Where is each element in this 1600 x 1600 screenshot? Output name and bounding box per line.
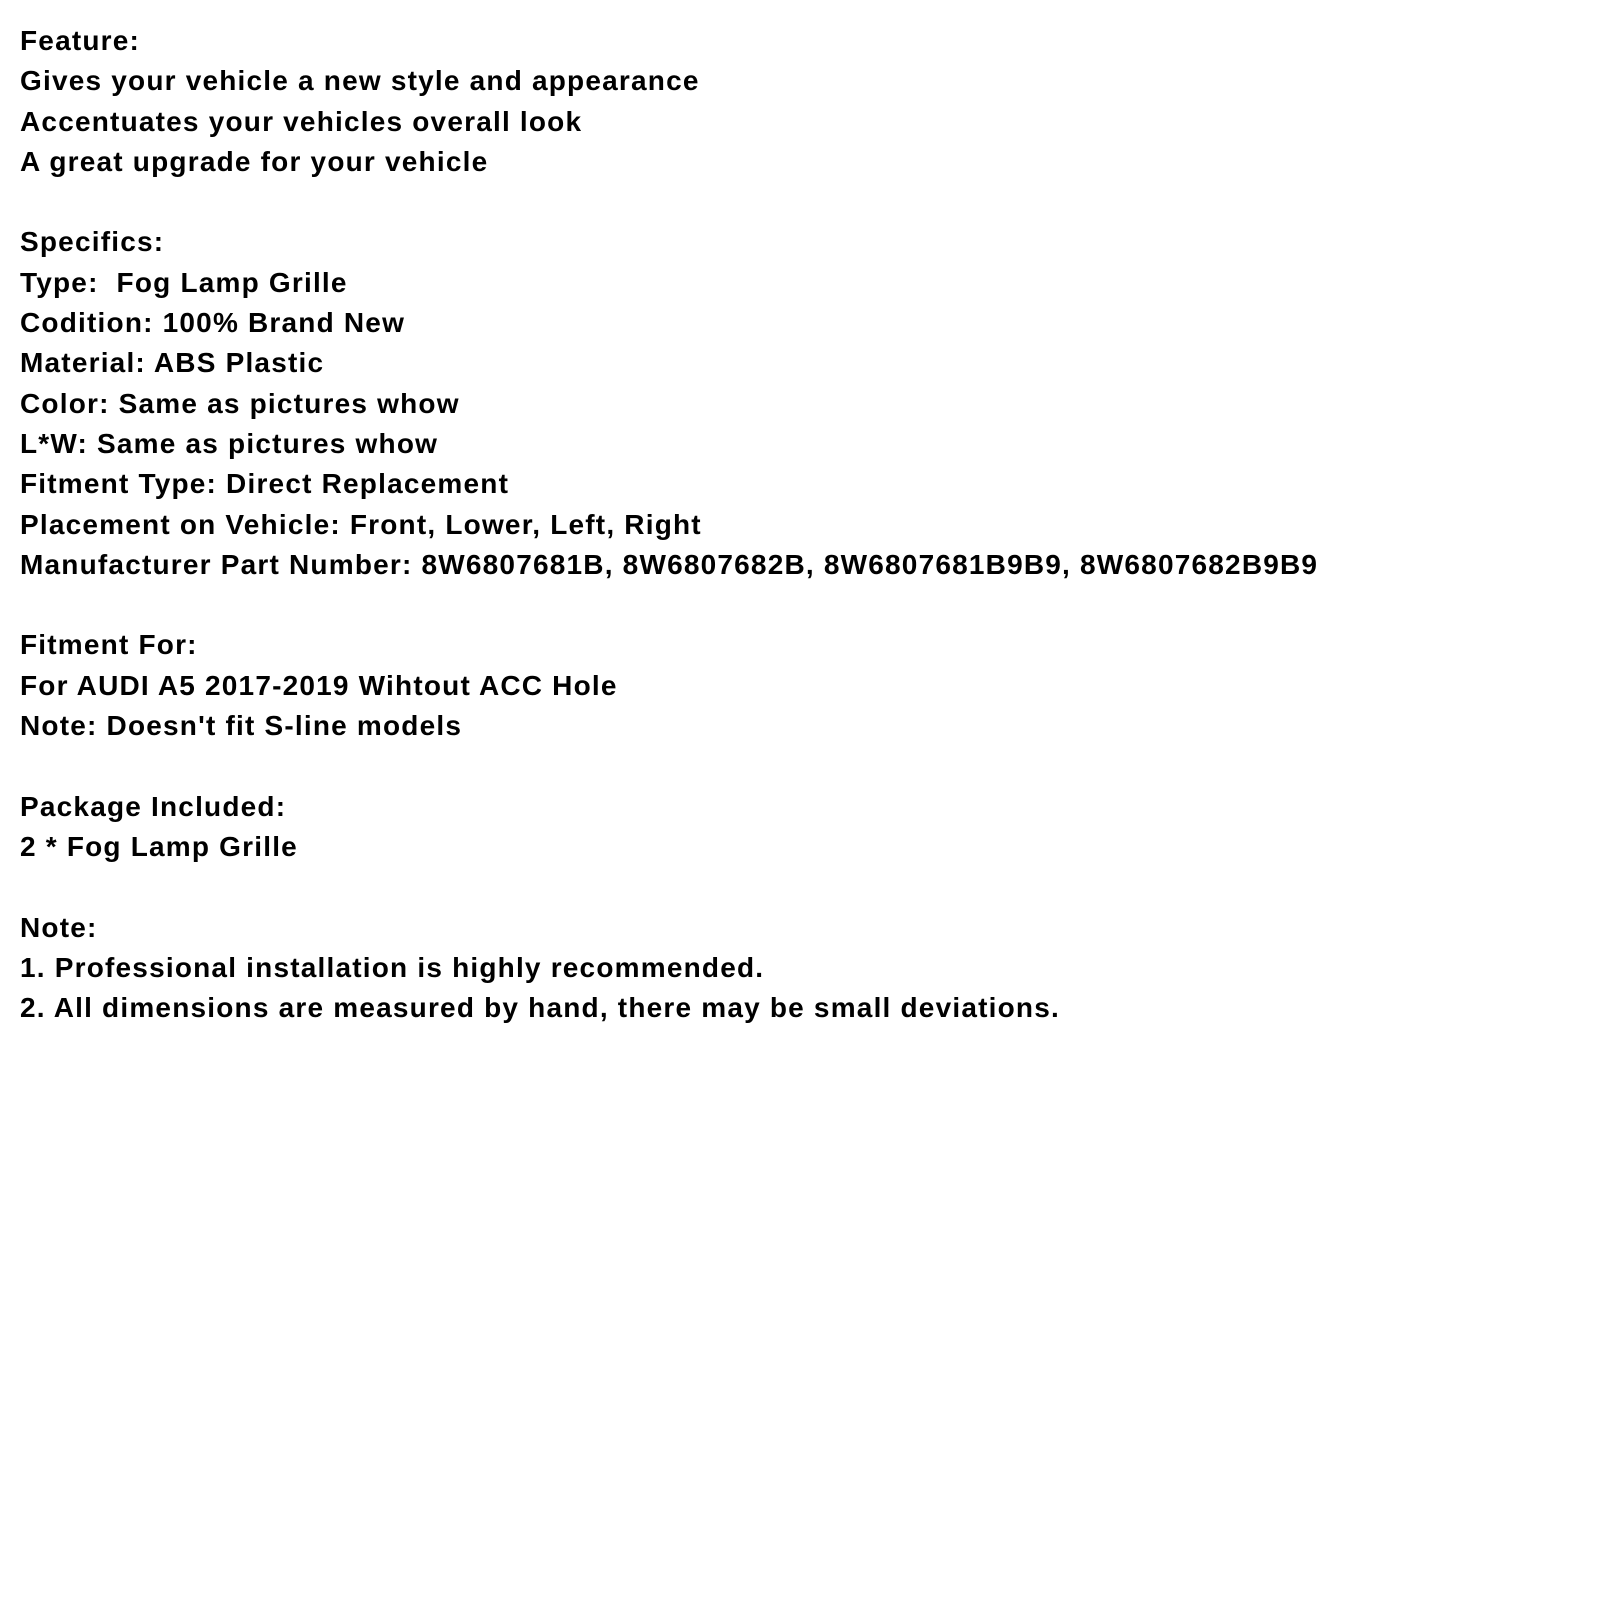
spec-placement: Placement on Vehicle: Front, Lower, Left, Right — [20, 508, 702, 540]
specifics-section — [20, 222, 1580, 585]
fitment-vehicle: For AUDI A5 2017-2019 Wihtout ACC Hole — [20, 669, 618, 701]
spec-material: Material: ABS Plastic — [20, 347, 325, 379]
note-section — [20, 908, 1580, 1029]
spec-condition: Codition: 100% Brand New — [20, 307, 406, 339]
package-section — [20, 787, 1580, 868]
note-heading: Note: — [20, 911, 98, 943]
spec-color: Color: Same as pictures whow — [20, 387, 460, 419]
feature-item: A great upgrade for your vehicle — [20, 145, 489, 177]
spec-part-number: Manufacturer Part Number: 8W6807681B, 8W6807682B, 8W6807681B9B9, 8W6807682B9B9 — [20, 548, 1319, 580]
spec-dimensions: L*W: Same as pictures whow — [20, 427, 439, 459]
feature-item: Gives your vehicle a new style and appearance — [20, 65, 700, 97]
package-heading: Package Included: — [20, 790, 287, 822]
spec-type: Type: Fog Lamp Grille — [20, 266, 348, 298]
note-item: 2. All dimensions are measured by hand, there may be small deviations. — [20, 992, 1060, 1024]
fitment-note: Note: Doesn't fit S-line models — [20, 710, 463, 742]
note-item: 1. Professional installation is highly recommended. — [20, 951, 765, 983]
feature-item: Accentuates your vehicles overall look — [20, 105, 583, 137]
fitment-section — [20, 625, 1580, 746]
feature-section — [20, 21, 1580, 182]
fitment-heading: Fitment For: — [20, 629, 198, 661]
specifics-heading: Specifics: — [20, 226, 165, 258]
spec-fitment-type: Fitment Type: Direct Replacement — [20, 468, 510, 500]
product-description — [20, 21, 1580, 1028]
package-item: 2 * Fog Lamp Grille — [20, 830, 298, 862]
feature-heading: Feature: — [20, 25, 141, 56]
